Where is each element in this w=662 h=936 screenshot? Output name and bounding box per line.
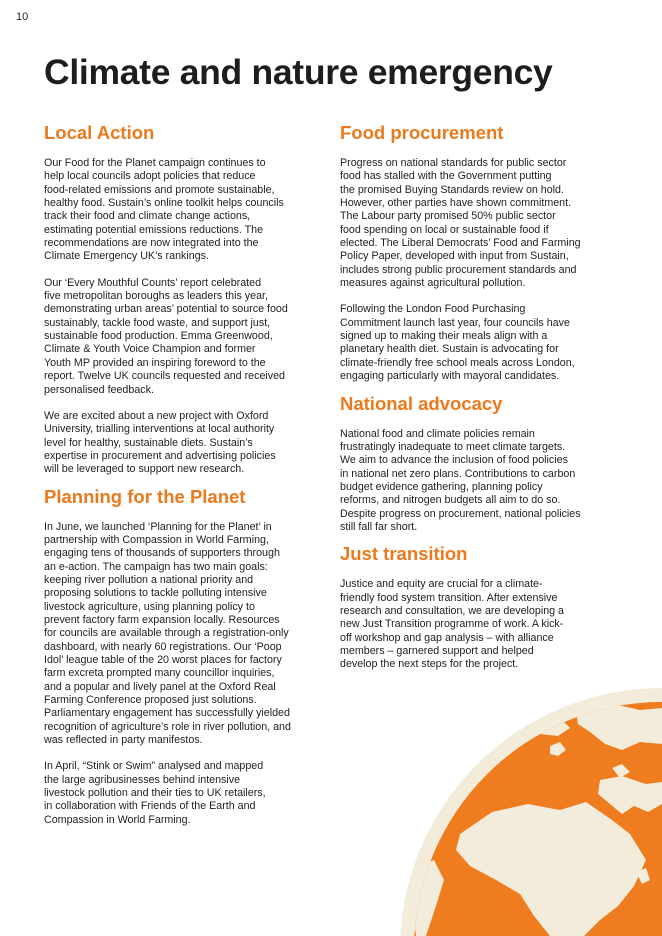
paragraph: In April, “Stink or Swim” analysed and mapped the large agribusinesses behind intensive livestock pollution and their ties to UK retailers, in collaboration with Friends of the Earth and Compassion in World Farming. [44,760,266,826]
section-heading: Local Action [44,122,155,143]
section-local-action [44,121,328,477]
paragraph: In June, we launched ‘Planning for the Planet’ in partnership with Compassion in World Farming, engaging tens of thousands of supporters through an e-action. The campaign has two main goals: keeping river pollution a national priority and proposing solutions to tackle polluting intensive livestock agriculture, using planning policy to prevent factory farm expansion locally. Resources for councils are available through a registration-only dashboard, with nearly 60 registrations. Our ‘Poop Idol’ league table of the 20 worst places for factory farm excreta prompted many councillor inquiries, and a popular and lively panel at the Oxford Real Farming Conference proposed just solutions. Parliamentary engagement has successfully yielded recognition of agriculture’s role in river pollution, and was reflected in party manifestos. [44,520,291,747]
globe-illustration [400,684,662,936]
paragraph: Our ‘Every Mouthful Counts’ report celebrated five metropolitan boroughs as leaders this year, demonstrating urban areas’ potential to source food sustainably, tackle food waste, and support just, sustainable food production. Emma Greenwood, Climate & Youth Voice Champion and former Youth MP provided an inspiring foreword to the report. Twelve UK councils requested and received personalised feedback. [44,276,288,396]
paragraph: Justice and equity are crucial for a climate- friendly food system transition. After extensive research and consultation, we are developing a new Just Transition programme of work. A kick- off workshop and gap analysis – with alliance members – garnered support and helped develop the next steps for the project. [340,578,564,671]
section-heading: Just transition [340,543,468,565]
paragraph: Following the London Food Purchasing Commitment launch last year, four councils have signed up to making their meals align with a planetary health diet. Sustain is advocating for climate-friendly free school meals across London, engaging particularly with mayoral candidates. [340,303,575,383]
globe-icon [400,684,662,936]
paragraph: Our Food for the Planet campaign continues to help local councils adopt policies that reduce food-related emissions and promote sustainable, healthy food. Sustain’s online toolkit helps councils track their food and climate change actions, estimating potential emissions reductions. The recommendations are now integrated into the Climate Emergency UK’s rankings. [44,157,284,263]
section-just-transition [340,542,612,671]
section-heading: Food procurement [340,122,504,143]
section-heading: Planning for the Planet [44,485,246,507]
section-heading: National advocacy [340,392,503,414]
section-national-advocacy [340,392,612,535]
left-column [44,121,328,835]
page-title: Climate and nature emergency [44,52,553,92]
page-number: 10 [16,11,29,23]
paragraph: Progress on national standards for public sector food has stalled with the Government putting the promised Buying Standards review on hold. However, other parties have shown commitment. The Labour party promised 50% public sector food spending on local or sustainable food if elected. The Liberal Democrats’ Food and Farming Policy Paper, developed with input from Sustain, includes strong public procurement standards and measures against agricultural pollution. [340,157,581,290]
paragraph: We are excited about a new project with Oxford University, trialling interventions at local authority level for healthy, sustainable diets. Sustain’s expertise in procurement and advertising policies will be leveraged to support new research. [44,409,276,476]
section-food-procurement [340,121,612,384]
right-column [340,121,612,680]
section-planning-for-the-planet [44,485,328,828]
paragraph: National food and climate policies remain frustratingly inadequate to meet climate targets. We aim to advance the inclusion of food policies in national net zero plans. Contributions to carbon budget evidence gathering, planning policy reforms, and nitrogen budgets all aim to do so. Despite progress on procurement, national policies still fall far short. [340,427,581,533]
